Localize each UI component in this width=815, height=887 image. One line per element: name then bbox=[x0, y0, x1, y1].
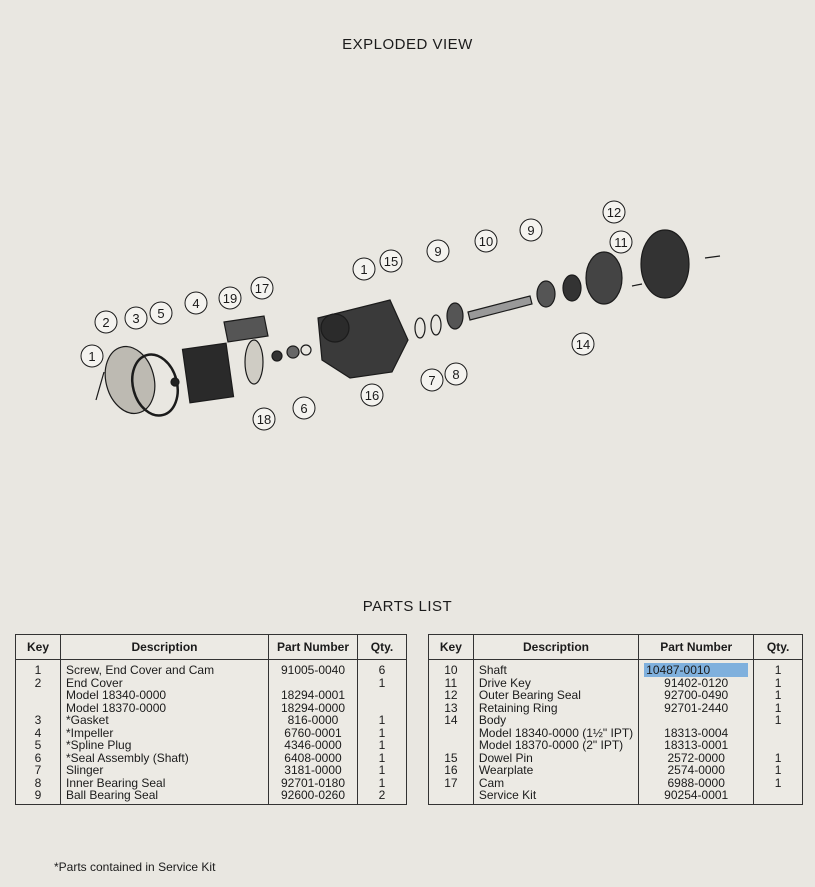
cell-qty: 2 bbox=[358, 789, 407, 804]
cell-part-number: 18313-0004 bbox=[639, 727, 754, 740]
cell-description: *Spline Plug bbox=[61, 739, 269, 752]
callout-11 bbox=[610, 231, 632, 253]
cell-part-number: 90254-0001 bbox=[639, 789, 754, 804]
callout-1b bbox=[353, 258, 375, 280]
callout-14 bbox=[572, 333, 594, 355]
svg-text:11: 11 bbox=[614, 235, 628, 250]
cell-description: Screw, End Cover and Cam bbox=[61, 660, 269, 677]
svg-text:16: 16 bbox=[364, 388, 380, 403]
table-row bbox=[429, 660, 803, 677]
cell-part-number: 91402-0120 bbox=[639, 677, 754, 690]
callout-4 bbox=[185, 292, 207, 314]
svg-text:4: 4 bbox=[192, 296, 200, 311]
cell-description: *Seal Assembly (Shaft) bbox=[61, 752, 269, 765]
cell-part-number: 2574-0000 bbox=[639, 764, 754, 777]
callout-3 bbox=[125, 307, 147, 329]
cell-description: Shaft bbox=[473, 660, 638, 677]
highlighted-part-number: 10487-0010 bbox=[644, 663, 748, 677]
cell-key bbox=[429, 789, 474, 804]
table-row bbox=[429, 789, 803, 804]
svg-text:2: 2 bbox=[102, 315, 110, 330]
cell-qty bbox=[754, 789, 803, 804]
callout-2 bbox=[95, 311, 117, 333]
cell-part-number: 92700-0490 bbox=[639, 689, 754, 702]
table-row bbox=[16, 714, 407, 727]
cell-key: 17 bbox=[429, 777, 474, 790]
cell-part-number: 2572-0000 bbox=[639, 752, 754, 765]
cell-key: 15 bbox=[429, 752, 474, 765]
cell-description: Body bbox=[473, 714, 638, 727]
column-header-description: Description bbox=[473, 635, 638, 660]
cell-description: Inner Bearing Seal bbox=[61, 777, 269, 790]
svg-text:7: 7 bbox=[428, 373, 436, 388]
callout-19 bbox=[219, 287, 241, 309]
cell-qty: 1 bbox=[754, 677, 803, 690]
svg-text:8: 8 bbox=[452, 367, 460, 382]
callout-9b bbox=[520, 219, 542, 241]
svg-text:14: 14 bbox=[575, 337, 591, 352]
exploded-view-title: EXPLODED VIEW bbox=[342, 36, 473, 53]
cell-part-number: 6408-0000 bbox=[269, 752, 358, 765]
column-header-part-number: Part Number bbox=[639, 635, 754, 660]
cell-qty: 1 bbox=[358, 752, 407, 765]
service-kit-footnote: *Parts contained in Service Kit bbox=[54, 860, 216, 874]
column-header-qty: Qty. bbox=[358, 635, 407, 660]
column-header-part-number: Part Number bbox=[269, 635, 358, 660]
cell-qty: 1 bbox=[754, 752, 803, 765]
cell-part-number: 92701-2440 bbox=[639, 702, 754, 715]
cell-key bbox=[429, 739, 474, 752]
cell-key: 5 bbox=[16, 739, 61, 752]
cell-description: Wearplate bbox=[473, 764, 638, 777]
cell-description: *Gasket bbox=[61, 714, 269, 727]
cell-description: Model 18340-0000 (1½" IPT) bbox=[473, 727, 638, 740]
svg-text:19: 19 bbox=[222, 291, 238, 306]
cell-qty: 1 bbox=[358, 777, 407, 790]
cell-part-number: 18294-0001 bbox=[269, 689, 358, 702]
cell-qty: 1 bbox=[754, 660, 803, 677]
cell-part-number: 816-0000 bbox=[269, 714, 358, 727]
table-header-row bbox=[16, 635, 407, 660]
cell-part-number: 91005-0040 bbox=[269, 660, 358, 677]
table-row bbox=[16, 789, 407, 804]
svg-text:6: 6 bbox=[300, 401, 308, 416]
table-row bbox=[429, 714, 803, 727]
cell-key: 6 bbox=[16, 752, 61, 765]
callout-18 bbox=[253, 408, 275, 430]
cell-qty: 1 bbox=[358, 739, 407, 752]
cell-key: 10 bbox=[429, 660, 474, 677]
cell-key: 14 bbox=[429, 714, 474, 727]
cell-key: 1 bbox=[16, 660, 61, 677]
cell-part-number: 6988-0000 bbox=[639, 777, 754, 790]
cell-qty: 1 bbox=[754, 689, 803, 702]
cell-qty: 1 bbox=[358, 727, 407, 740]
cell-description: Slinger bbox=[61, 764, 269, 777]
cell-description: Outer Bearing Seal bbox=[473, 689, 638, 702]
svg-text:9: 9 bbox=[527, 223, 535, 238]
callout-7 bbox=[421, 369, 443, 391]
table-header-row bbox=[429, 635, 803, 660]
cell-key bbox=[429, 727, 474, 740]
callout-10 bbox=[475, 230, 497, 252]
cell-qty bbox=[358, 689, 407, 702]
table-row bbox=[16, 660, 407, 677]
cell-qty bbox=[754, 739, 803, 752]
cell-key: 11 bbox=[429, 677, 474, 690]
parts-table-left bbox=[15, 634, 407, 805]
callout-6 bbox=[293, 397, 315, 419]
column-header-description: Description bbox=[61, 635, 269, 660]
svg-text:10: 10 bbox=[478, 234, 494, 249]
svg-text:15: 15 bbox=[383, 254, 399, 269]
table-row bbox=[16, 764, 407, 777]
cell-qty: 1 bbox=[754, 702, 803, 715]
cell-key: 16 bbox=[429, 764, 474, 777]
svg-text:17: 17 bbox=[254, 281, 270, 296]
svg-text:18: 18 bbox=[256, 412, 272, 427]
callout-15 bbox=[380, 250, 402, 272]
svg-text:12: 12 bbox=[606, 205, 622, 220]
cell-qty: 1 bbox=[754, 714, 803, 727]
cell-part-number: 6760-0001 bbox=[269, 727, 358, 740]
column-header-key: Key bbox=[429, 635, 474, 660]
cell-qty: 1 bbox=[358, 714, 407, 727]
parts-list-title: PARTS LIST bbox=[362, 598, 453, 615]
cell-description: *Impeller bbox=[61, 727, 269, 740]
callout-8 bbox=[445, 363, 467, 385]
cell-description: Model 18340-0000 bbox=[61, 689, 269, 702]
column-header-qty: Qty. bbox=[754, 635, 803, 660]
cell-part-number: 18294-0000 bbox=[269, 702, 358, 715]
cell-qty: 6 bbox=[358, 660, 407, 677]
cell-description: Model 18370-0000 (2" IPT) bbox=[473, 739, 638, 752]
cell-key: 13 bbox=[429, 702, 474, 715]
callout-1a bbox=[81, 345, 103, 367]
cell-description: Dowel Pin bbox=[473, 752, 638, 765]
cell-part-number: 3181-0000 bbox=[269, 764, 358, 777]
cell-description: Model 18370-0000 bbox=[61, 702, 269, 715]
callout-17 bbox=[251, 277, 273, 299]
cell-key: 3 bbox=[16, 714, 61, 727]
svg-text:3: 3 bbox=[132, 311, 140, 326]
cell-description: Drive Key bbox=[473, 677, 638, 690]
table-row bbox=[429, 764, 803, 777]
cell-qty: 1 bbox=[358, 677, 407, 690]
cell-qty: 1 bbox=[754, 764, 803, 777]
cell-key: 2 bbox=[16, 677, 61, 690]
callout-16 bbox=[361, 384, 383, 406]
cell-key: 9 bbox=[16, 789, 61, 804]
table-row bbox=[429, 689, 803, 702]
cell-part-number: 18313-0001 bbox=[639, 739, 754, 752]
table-row bbox=[16, 739, 407, 752]
cell-key: 12 bbox=[429, 689, 474, 702]
cell-part-number: 92600-0260 bbox=[269, 789, 358, 804]
parts-table-right bbox=[428, 634, 803, 805]
cell-part-number: 92701-0180 bbox=[269, 777, 358, 790]
cell-qty: 1 bbox=[358, 764, 407, 777]
svg-text:1: 1 bbox=[88, 349, 96, 364]
cell-qty: 1 bbox=[754, 777, 803, 790]
cell-qty bbox=[754, 727, 803, 740]
table-row bbox=[16, 689, 407, 702]
svg-text:5: 5 bbox=[157, 306, 165, 321]
column-header-key: Key bbox=[16, 635, 61, 660]
cell-description: Service Kit bbox=[473, 789, 638, 804]
cell-key: 8 bbox=[16, 777, 61, 790]
cell-description: Ball Bearing Seal bbox=[61, 789, 269, 804]
cell-key: 4 bbox=[16, 727, 61, 740]
cell-description: Retaining Ring bbox=[473, 702, 638, 715]
callout-12 bbox=[603, 201, 625, 223]
cell-key: 7 bbox=[16, 764, 61, 777]
callout-5 bbox=[150, 302, 172, 324]
pump-parts-illustration bbox=[96, 230, 720, 421]
cell-part-number: 4346-0000 bbox=[269, 739, 358, 752]
cell-description: End Cover bbox=[61, 677, 269, 690]
svg-text:9: 9 bbox=[434, 244, 442, 259]
table-row bbox=[429, 739, 803, 752]
cell-part-number bbox=[639, 714, 754, 727]
svg-text:1: 1 bbox=[360, 262, 368, 277]
cell-part-number bbox=[639, 660, 754, 677]
cell-key bbox=[16, 689, 61, 702]
callout-9a bbox=[427, 240, 449, 262]
cell-description: Cam bbox=[473, 777, 638, 790]
